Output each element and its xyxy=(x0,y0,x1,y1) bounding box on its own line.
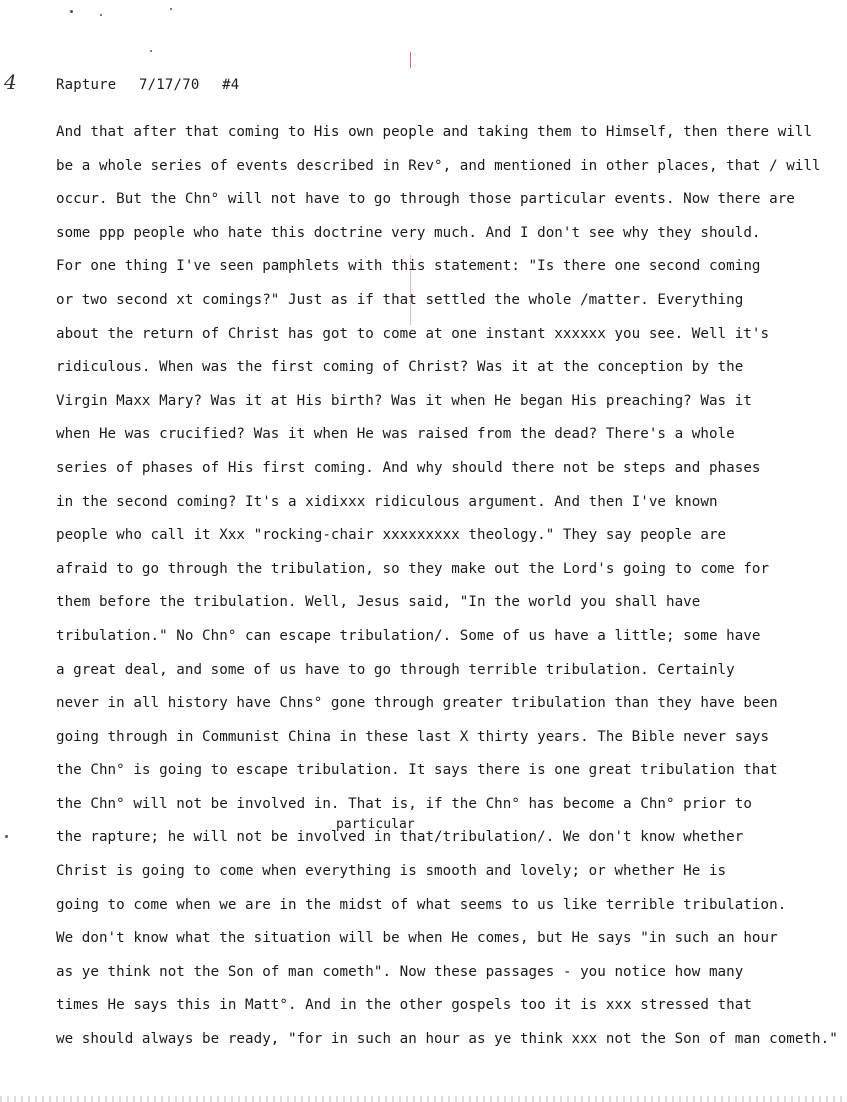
text-line: never in all history have Chns° gone through greater tribulation than they have been xyxy=(56,695,778,712)
text-line: in the second coming? It's a xidixxx ridiculous argument. And then I've known xyxy=(56,493,718,510)
header-date: 7/17/70 xyxy=(139,77,200,93)
text-line: We don't know what the situation will be when He comes, but He says "in such an hour xyxy=(56,930,778,947)
text-line: afraid to go through the tribulation, so they make out the Lord's going to come for xyxy=(56,560,770,577)
handwritten-page-number: 4 xyxy=(4,70,17,94)
body-text xyxy=(56,122,846,1063)
document-header xyxy=(56,77,253,93)
text-line: Christ is going to come when everything is smooth and lovely; or whether He is xyxy=(56,863,727,880)
scan-edge xyxy=(0,1096,847,1102)
text-line: the Chn° is going to escape tribulation. It says there is one great tribulation that xyxy=(56,762,778,779)
text-line: be a whole series of events described in Rev°, and mentioned in other places, that / will xyxy=(56,157,821,174)
text-line: a great deal, and some of us have to go through terrible tribulation. Certainly xyxy=(56,661,735,678)
text-line: the Chn° will not be involved in. That is, if the Chn° has become a Chn° prior to xyxy=(56,795,752,812)
scan-speck xyxy=(100,14,102,16)
scan-speck xyxy=(150,50,152,52)
text-line: going through in Communist China in these last X thirty years. The Bible never says xyxy=(56,728,770,745)
text-line: For one thing I've seen pamphlets with this statement: "Is there one second coming xyxy=(56,258,761,275)
text-line: series of phases of His first coming. And why should there not be steps and phases xyxy=(56,459,761,476)
scan-speck xyxy=(5,835,8,838)
scan-speck xyxy=(170,8,172,10)
text-line: the rapture; he will not be involved in that/tribulation/. We don't know whether xyxy=(56,829,744,846)
text-line: when He was crucified? Was it when He was raised from the dead? There's a whole xyxy=(56,426,735,443)
header-number: #4 xyxy=(222,77,240,93)
header-title: Rapture xyxy=(56,77,117,93)
text-line: ridiculous. When was the first coming of Christ? Was it at the conception by the xyxy=(56,359,744,376)
handwritten-insertion: particular xyxy=(336,817,415,833)
text-line: them before the tribulation. Well, Jesus said, "In the world you shall have xyxy=(56,594,701,611)
text-line-with-insertion xyxy=(56,817,846,861)
pen-mark xyxy=(410,52,411,68)
text-line: occur. But the Chn° will not have to go through those particular events. Now there are xyxy=(56,191,795,208)
text-line: Virgin Maxx Mary? Was it at His birth? Was it when He began His preaching? Was it xyxy=(56,392,752,409)
text-line: And that after that coming to His own people and taking them to Himself, then there will xyxy=(56,124,813,140)
text-line: or two second xt comings?" Just as if that settled the whole /matter. Everything xyxy=(56,291,744,308)
text-line: as ye think not the Son of man cometh". Now these passages - you notice how many xyxy=(56,963,744,980)
text-line: some ppp people who hate this doctrine very much. And I don't see why they should. xyxy=(56,224,761,241)
text-line: people who call it Xxx "rocking-chair xxxxxxxxx theology." They say people are xyxy=(56,527,727,544)
text-line: about the return of Christ has got to come at one instant xxxxxx you see. Well it's xyxy=(56,325,770,342)
text-line: tribulation." No Chn° can escape tribulation/. Some of us have a little; some have xyxy=(56,627,761,644)
text-line: times He says this in Matt°. And in the other gospels too it is xxx stressed that xyxy=(56,997,752,1014)
scan-speck xyxy=(70,10,73,13)
text-line: we should always be ready, "for in such an hour as ye think xxx not the Son of man cometh." xyxy=(56,1031,838,1048)
text-line: going to come when we are in the midst of what seems to us like terrible tribulation. xyxy=(56,896,787,913)
